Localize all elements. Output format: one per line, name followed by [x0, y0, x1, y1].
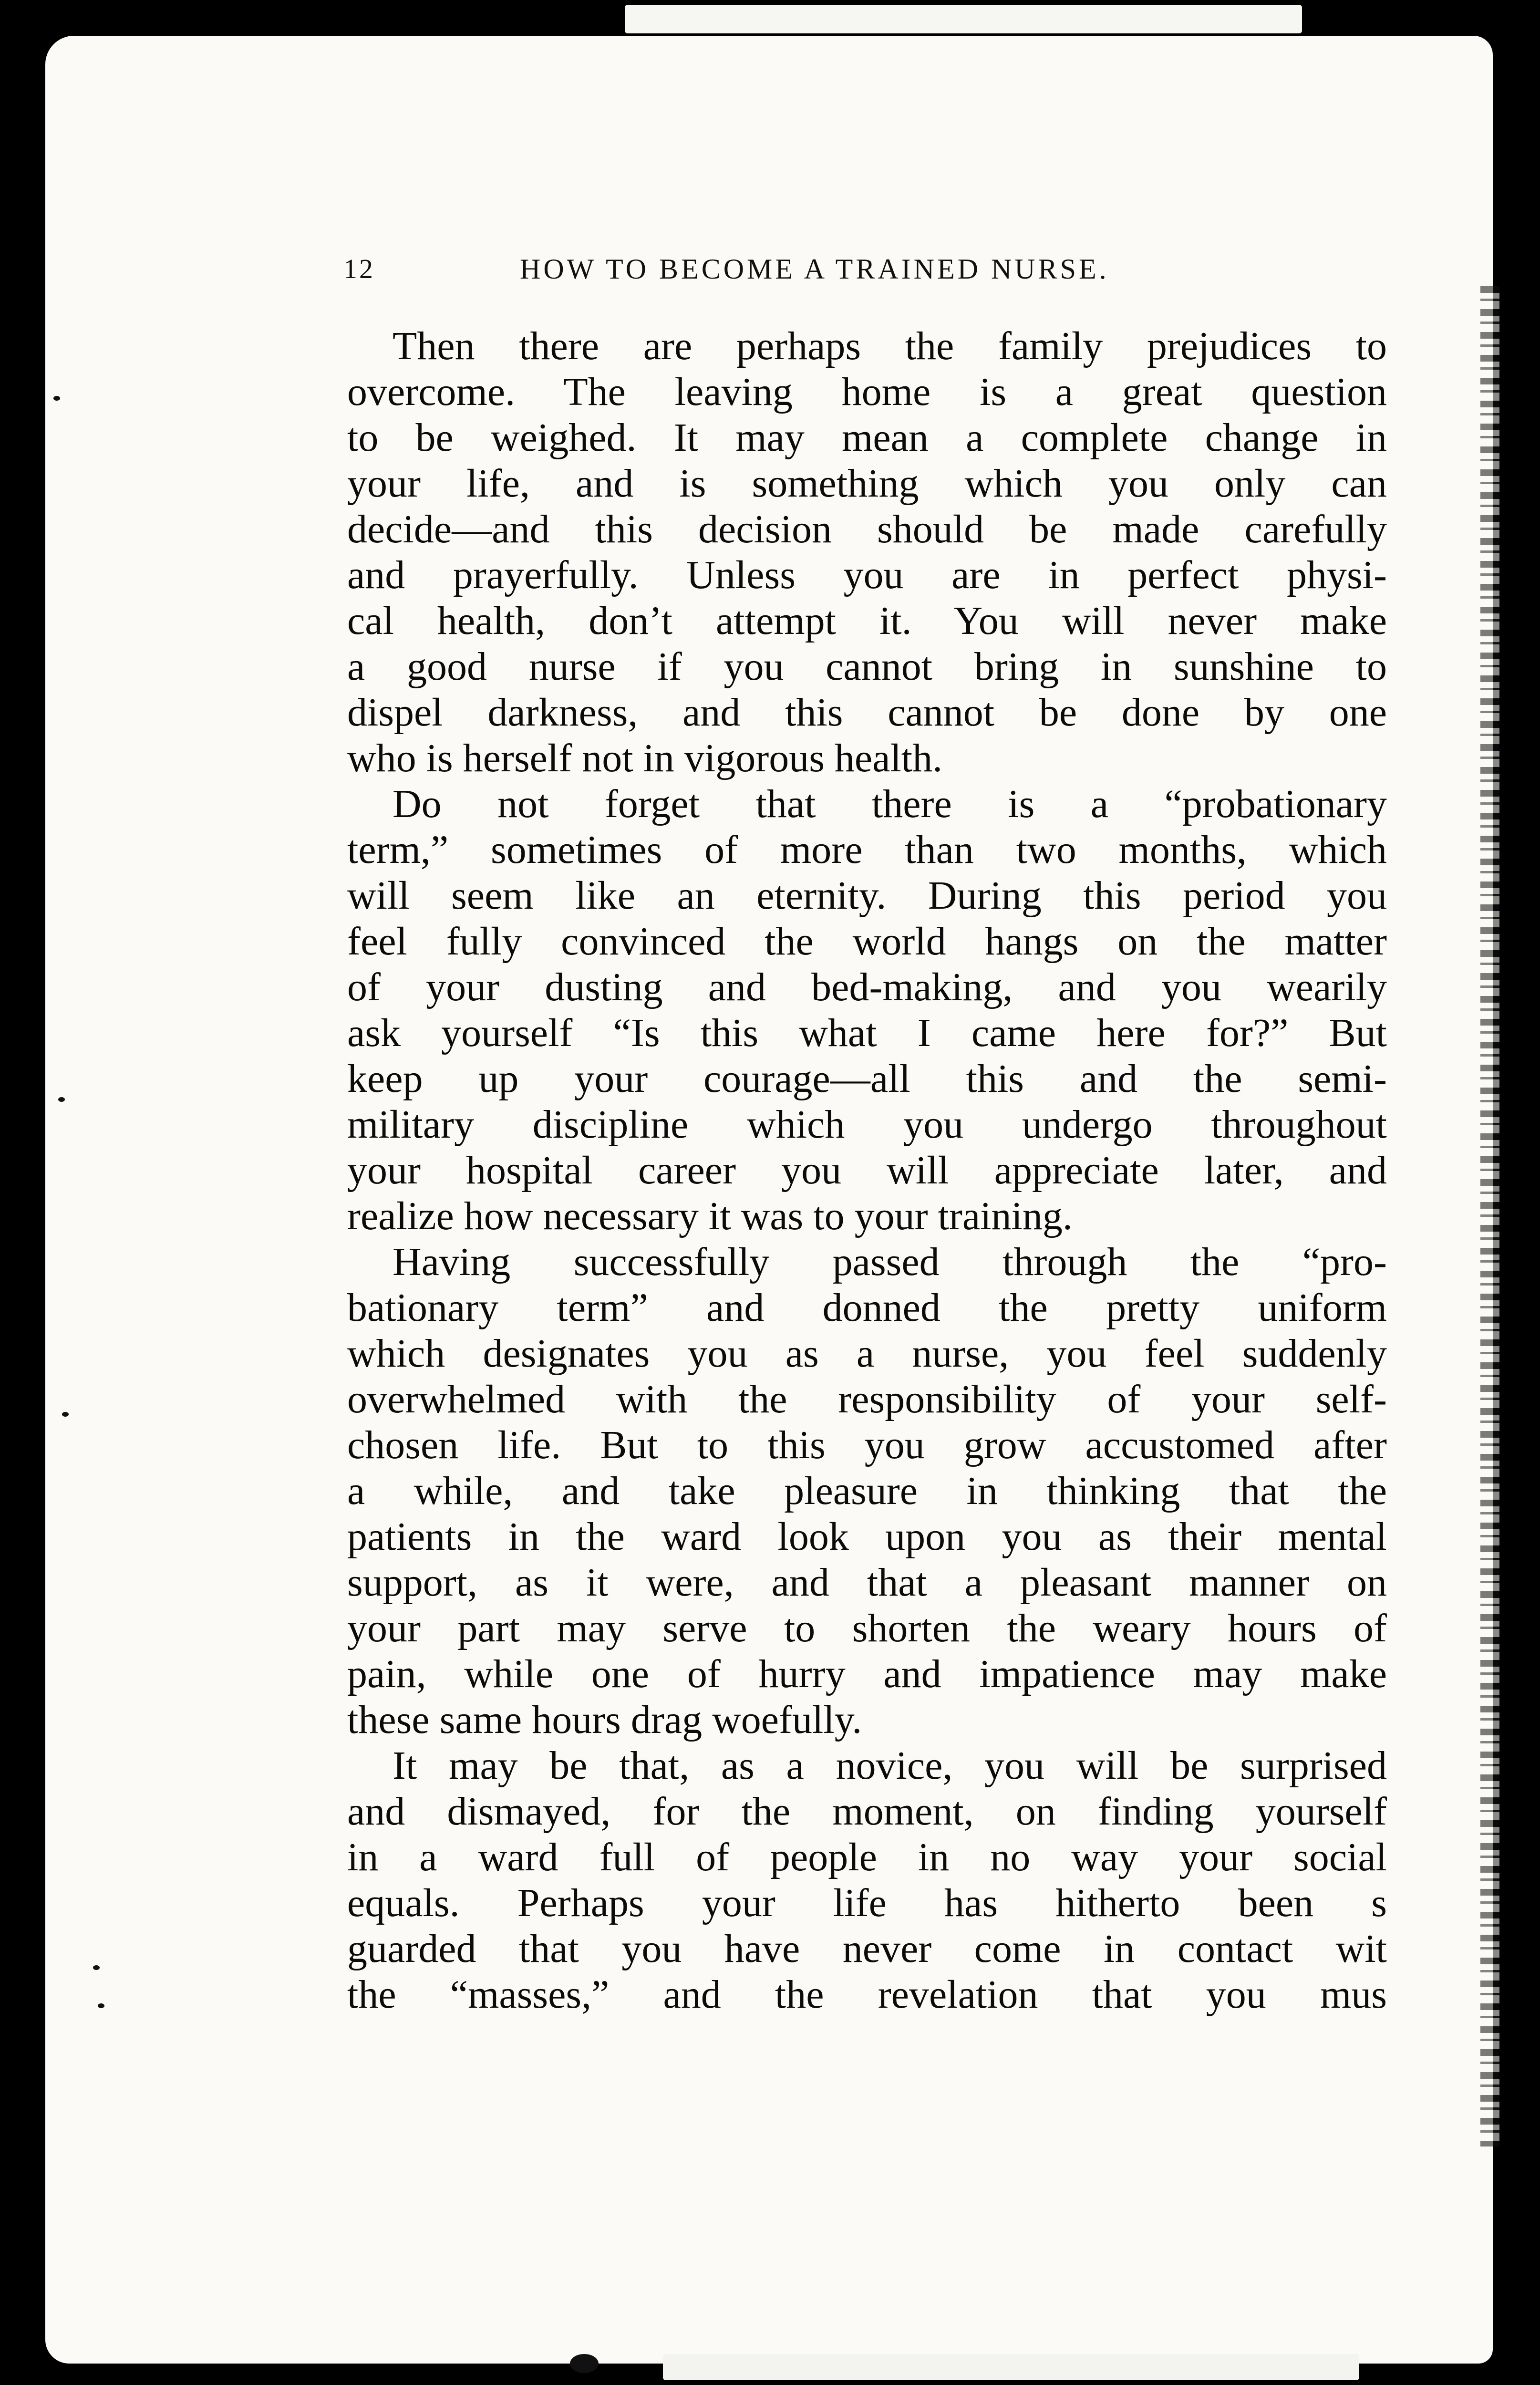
text-line: feel fully convinced the world hangs on the matter — [347, 919, 1387, 964]
text-line: overcome. The leaving home is a great question — [347, 370, 1387, 414]
text-line: military discipline which you undergo throughout — [347, 1102, 1387, 1147]
text-line: who is herself not in vigorous health. — [347, 736, 943, 780]
text-line: patients in the ward look upon you as their mental — [347, 1514, 1387, 1559]
text-line: pain, while one of hurry and impatience may make — [347, 1652, 1387, 1696]
text-line: decide—and this decision should be made carefully — [347, 507, 1387, 551]
scan-right-edge-noise — [1480, 286, 1499, 2146]
text-line: of your dusting and bed-making, and you wearily — [347, 965, 1387, 1009]
text-line: a good nurse if you cannot bring in sunshine to — [347, 644, 1387, 689]
body-text — [347, 323, 1387, 2018]
text-line: realize how necessary it was to your training. — [347, 1194, 1073, 1238]
text-line: to be weighed. It may mean a complete change in — [347, 415, 1387, 460]
text-line: a while, and take pleasure in thinking that the — [347, 1469, 1387, 1513]
text-line: keep up your courage—all this and the semi- — [347, 1057, 1387, 1101]
text-line: will seem like an eternity. During this period you — [347, 873, 1387, 918]
text-line: chosen life. But to this you grow accustomed after — [347, 1423, 1387, 1467]
text-line: the “masses,” and the revelation that you mus — [347, 1972, 1387, 2017]
scan-speck — [53, 396, 60, 401]
text-line: Do not forget that there is a “probationary — [393, 782, 1387, 826]
scan-top-strip — [625, 5, 1302, 33]
text-line: which designates you as a nurse, you feel suddenly — [347, 1331, 1387, 1376]
text-line: overwhelmed with the responsibility of your self- — [347, 1377, 1387, 1421]
scan-speck — [98, 2003, 104, 2008]
text-line: your hospital career you will appreciate later, and — [347, 1148, 1387, 1192]
text-line: and dismayed, for the moment, on finding yourself — [347, 1789, 1387, 1834]
page-number: 12 — [343, 253, 375, 284]
text-line: equals. Perhaps your life has hitherto been s — [347, 1881, 1387, 1925]
text-line: It may be that, as a novice, you will be surprised — [393, 1743, 1387, 1788]
text-line: support, as it were, and that a pleasant manner on — [347, 1560, 1387, 1605]
text-line: cal health, don’t attempt it. You will never make — [347, 599, 1387, 643]
text-line: ask yourself “Is this what I came here for?” But — [347, 1011, 1387, 1055]
text-line: Having successfully passed through the “pro- — [393, 1240, 1387, 1284]
scan-bottom-strip — [663, 2354, 1359, 2380]
text-line: in a ward full of people in no way your social — [347, 1835, 1387, 1879]
text-line: bationary term” and donned the pretty uniform — [347, 1286, 1387, 1330]
scan-speck — [62, 1412, 69, 1417]
scan-speck — [58, 1097, 65, 1102]
text-line: Then there are perhaps the family prejudices to — [393, 324, 1387, 368]
page-header — [343, 248, 1412, 291]
text-line: your life, and is something which you only can — [347, 461, 1387, 506]
text-line: your part may serve to shorten the weary hours of — [347, 1606, 1387, 1650]
text-line: term,” sometimes of more than two months, which — [347, 828, 1387, 872]
text-line: dispel darkness, and this cannot be done by one — [347, 690, 1387, 735]
running-head: HOW TO BECOME A TRAINED NURSE. — [520, 253, 1109, 285]
text-line: guarded that you have never come in contact wit — [347, 1927, 1387, 1971]
scan-speck — [570, 2354, 599, 2373]
text-line: and prayerfully. Unless you are in perfect physi- — [347, 553, 1387, 597]
text-line: these same hours drag woefully. — [347, 1698, 862, 1742]
scan-speck — [93, 1965, 100, 1970]
